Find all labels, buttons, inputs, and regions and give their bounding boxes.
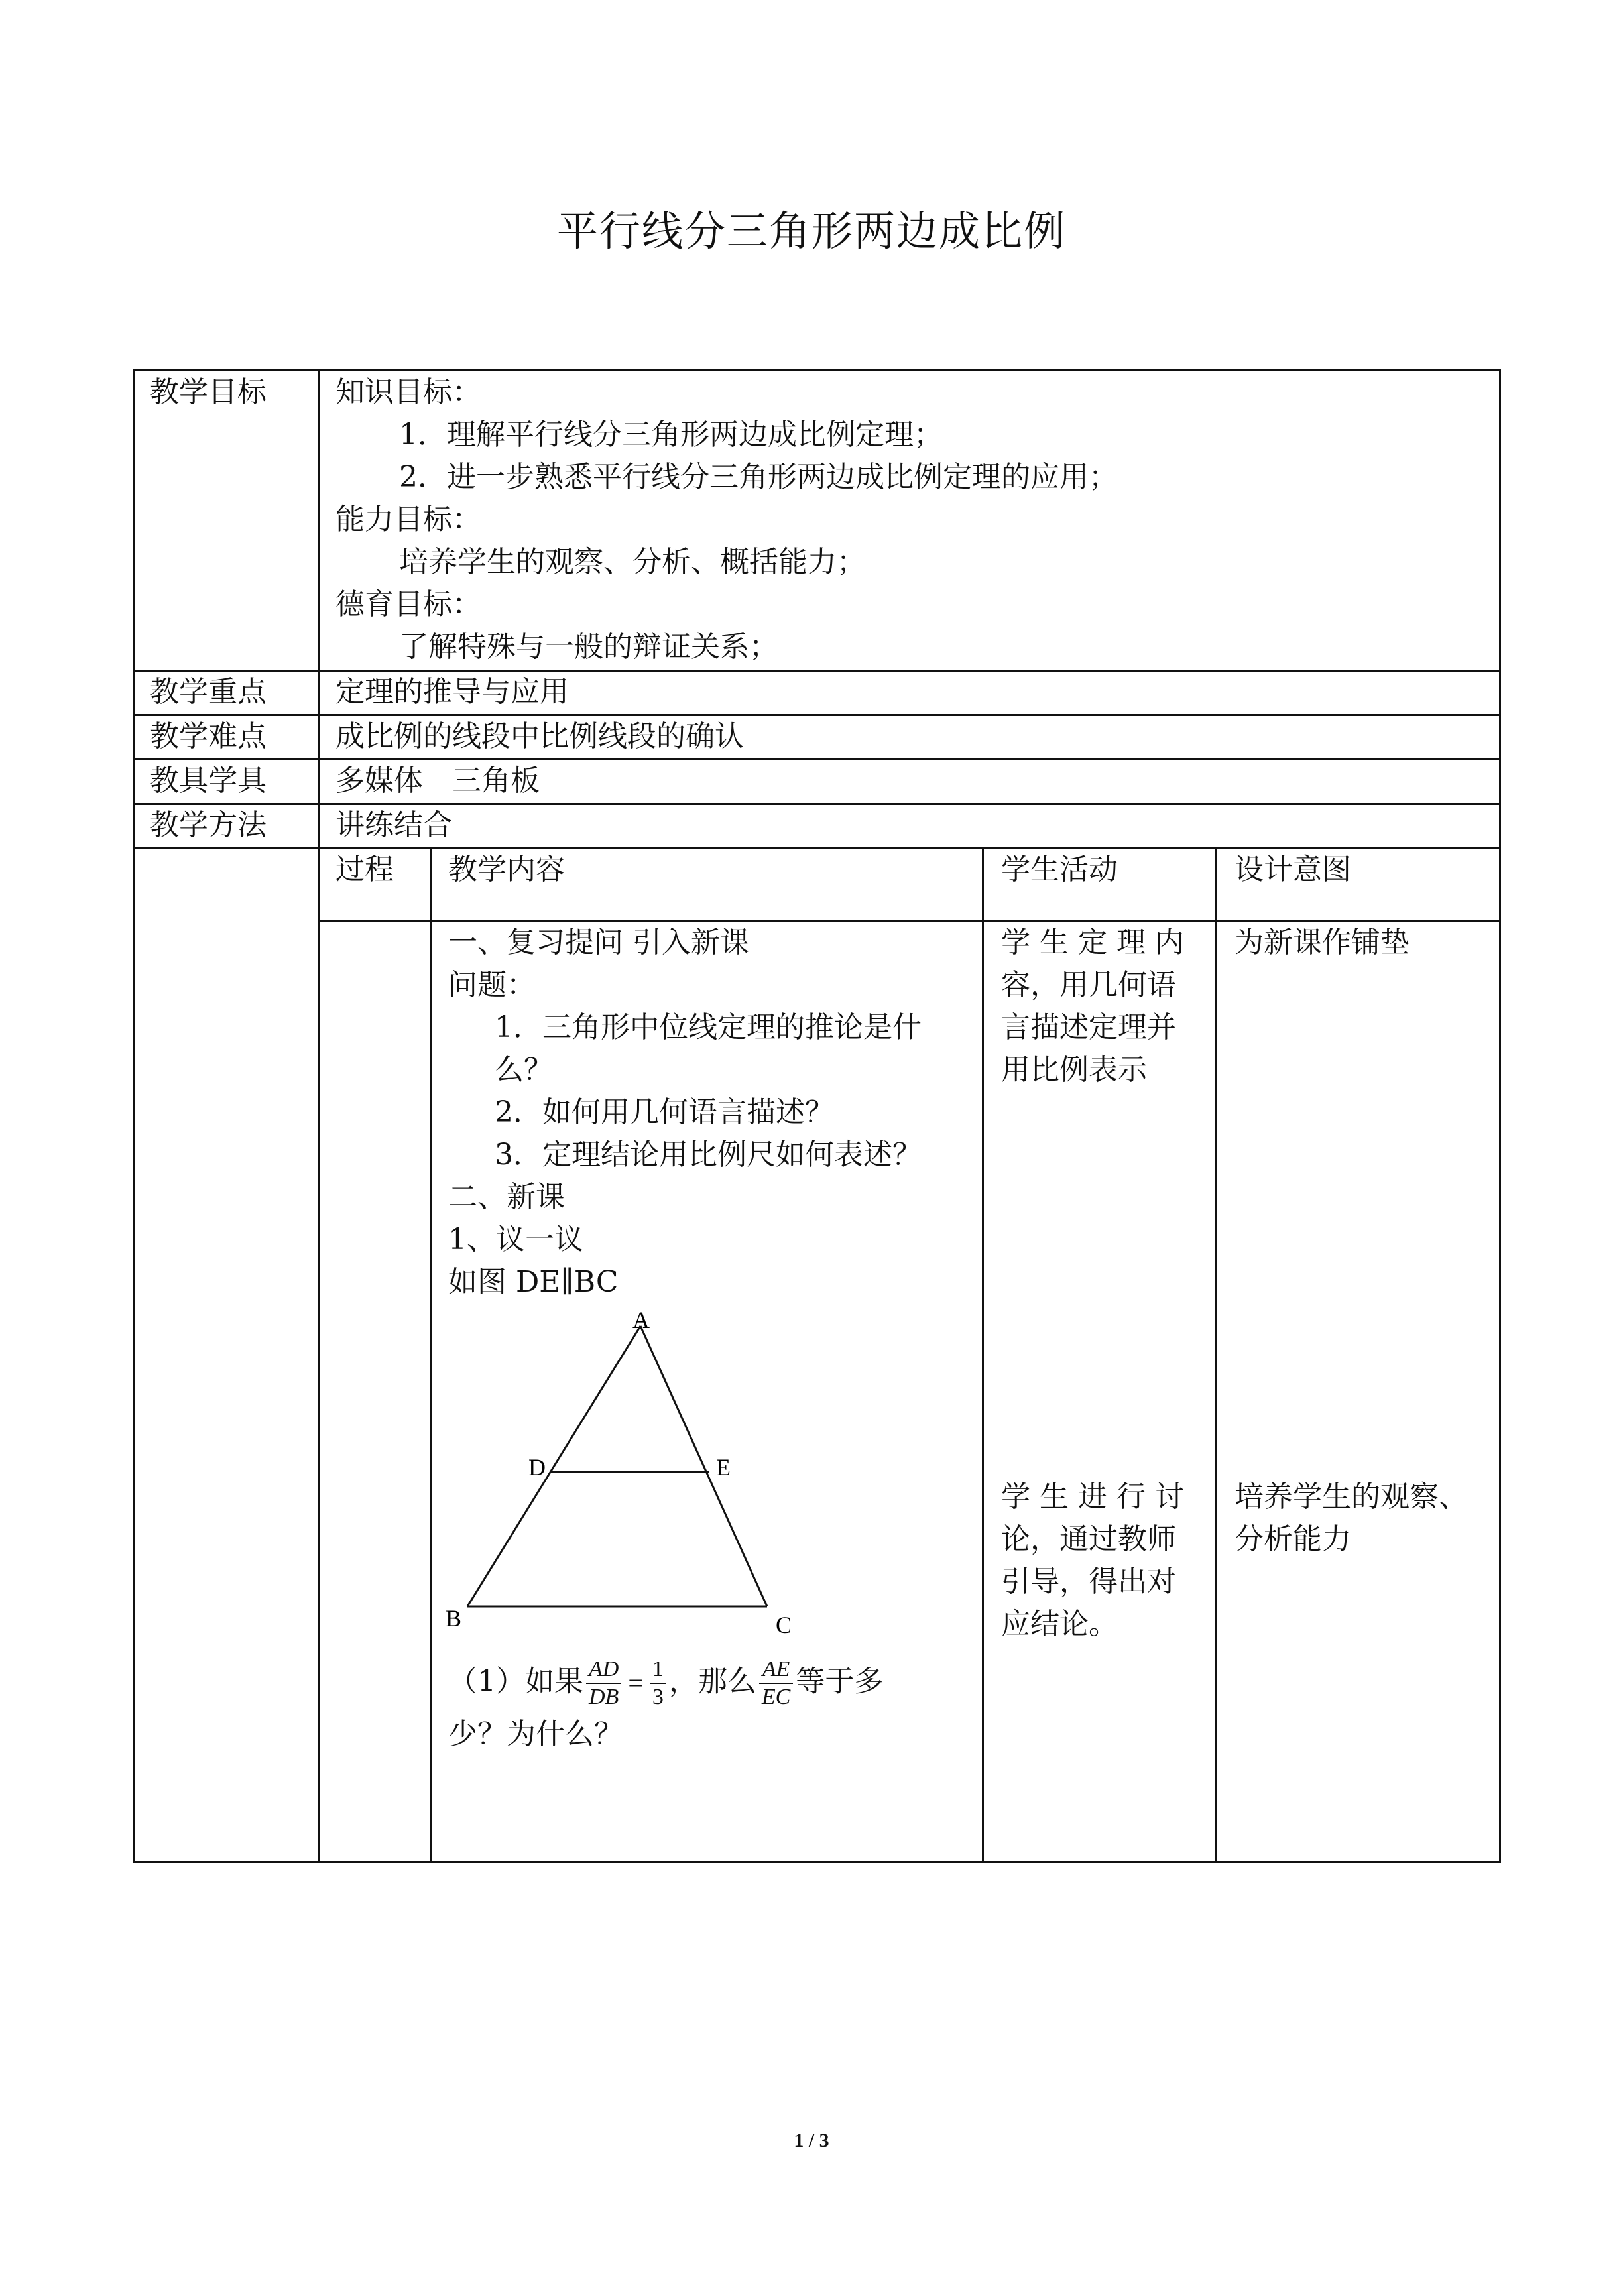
- triangle-figure: [438, 1309, 809, 1641]
- goals-content: [335, 371, 1118, 668]
- activity-2: [1001, 1476, 1184, 1646]
- fraction-numerator: AD: [586, 1656, 621, 1684]
- figure-caption: 如图 DE∥BC: [448, 1265, 619, 1299]
- section-new-lesson: 二、新课: [448, 1180, 565, 1214]
- moral-item: 了解特殊与一般的辩证关系；: [399, 630, 778, 664]
- subsection-discuss: 1、议一议: [448, 1223, 583, 1256]
- key-point-value: 定理的推导与应用: [335, 675, 569, 709]
- teaching-content: [448, 922, 922, 1303]
- knowledge-item: 1．理解平行线分三角形两边成比例定理；: [399, 418, 943, 452]
- goals-label: 教学目标: [150, 375, 267, 409]
- section-review: 一、复习提问 引入新课: [448, 926, 749, 959]
- method-value: 讲练结合: [335, 808, 452, 842]
- fraction-numerator: 1: [650, 1656, 666, 1684]
- table-divider: [1215, 847, 1217, 1863]
- document-title: 平行线分三角形两边成比例: [556, 207, 1066, 255]
- activity-1: [1001, 922, 1184, 1091]
- label-b: B: [446, 1605, 462, 1632]
- question-label: 问题：: [448, 968, 536, 1002]
- moral-heading: 德育目标：: [335, 587, 481, 621]
- table-divider: [430, 847, 432, 1863]
- side-ac: [640, 1326, 767, 1606]
- key-point-label: 教学重点: [150, 675, 267, 709]
- question-1-line-1: 1．三角形中位线定理的推论是什: [495, 1010, 922, 1044]
- ability-item: 培养学生的观察、分析、概括能力；: [399, 545, 866, 579]
- fraction-denominator: 3: [652, 1685, 664, 1709]
- question-3: 3．定理结论用比例尺如何表述？: [495, 1138, 922, 1172]
- difficulty-label: 教学难点: [150, 719, 267, 753]
- difficulty-value: 成比例的线段中比例线段的确认: [335, 719, 744, 753]
- activity-line: 学 生 进 行 讨: [1001, 1480, 1184, 1514]
- activity-line: 容，用几何语: [1001, 968, 1176, 1002]
- table-border-left: [133, 369, 135, 1863]
- method-label: 教学方法: [150, 808, 267, 842]
- fraction-denominator: DB: [589, 1685, 619, 1709]
- equals-sign: =: [628, 1668, 643, 1698]
- knowledge-item: 2．进一步熟悉平行线分三角形两边成比例定理的应用；: [399, 460, 1118, 494]
- exercise-mid: ，那么: [668, 1664, 756, 1699]
- side-ab: [467, 1326, 640, 1606]
- header-intent: 设计意图: [1234, 853, 1351, 886]
- activity-line: 用比例表示: [1001, 1053, 1147, 1087]
- label-e: E: [716, 1454, 731, 1480]
- exercise-1: [448, 1656, 883, 1758]
- header-activity: 学生活动: [1001, 853, 1118, 886]
- knowledge-heading: 知识目标：: [335, 375, 481, 409]
- label-c: C: [776, 1612, 792, 1638]
- fraction-denominator: EC: [761, 1685, 791, 1709]
- tools-value: 多媒体 三角板: [335, 764, 540, 798]
- header-process: 过程: [335, 853, 394, 886]
- exercise-1-line-2: 少？为什么？: [448, 1717, 623, 1751]
- intent-1: 为新课作铺垫: [1234, 926, 1410, 959]
- table-border-top: [133, 369, 1500, 371]
- exercise-prefix: （1）如果: [448, 1664, 583, 1699]
- label-d: D: [528, 1454, 546, 1480]
- intent-line: 培养学生的观察、: [1234, 1480, 1468, 1514]
- fraction-ad-db: [586, 1656, 621, 1711]
- intent-2: [1234, 1476, 1468, 1561]
- table-divider: [982, 847, 984, 1863]
- ability-heading: 能力目标：: [335, 503, 481, 536]
- activity-line: 学 生 定 理 内: [1001, 926, 1184, 959]
- fraction-numerator: AE: [759, 1656, 793, 1684]
- header-content: 教学内容: [448, 853, 565, 886]
- fraction-ae-ec: [759, 1656, 793, 1711]
- table-border-bottom: [133, 1861, 1500, 1863]
- table-border-right: [1499, 369, 1501, 1863]
- activity-line: 言描述定理并: [1001, 1010, 1176, 1044]
- fraction-one-third: [650, 1656, 666, 1711]
- question-2: 2．如何用几何语言描述？: [495, 1095, 834, 1129]
- page-number: 1 / 3: [794, 2130, 829, 2151]
- exercise-suffix: 等于多: [796, 1664, 884, 1699]
- activity-line: 论，通过教师: [1001, 1522, 1176, 1556]
- question-1-line-2: 么？: [495, 1053, 553, 1087]
- label-a: A: [632, 1309, 650, 1333]
- intent-line: 分析能力: [1234, 1522, 1351, 1556]
- activity-line: 引导，得出对: [1001, 1565, 1176, 1599]
- tools-label: 教具学具: [150, 764, 267, 798]
- activity-line: 应结论。: [1001, 1607, 1118, 1641]
- exercise-1-line-1: [448, 1656, 883, 1711]
- table-divider: [318, 369, 320, 1863]
